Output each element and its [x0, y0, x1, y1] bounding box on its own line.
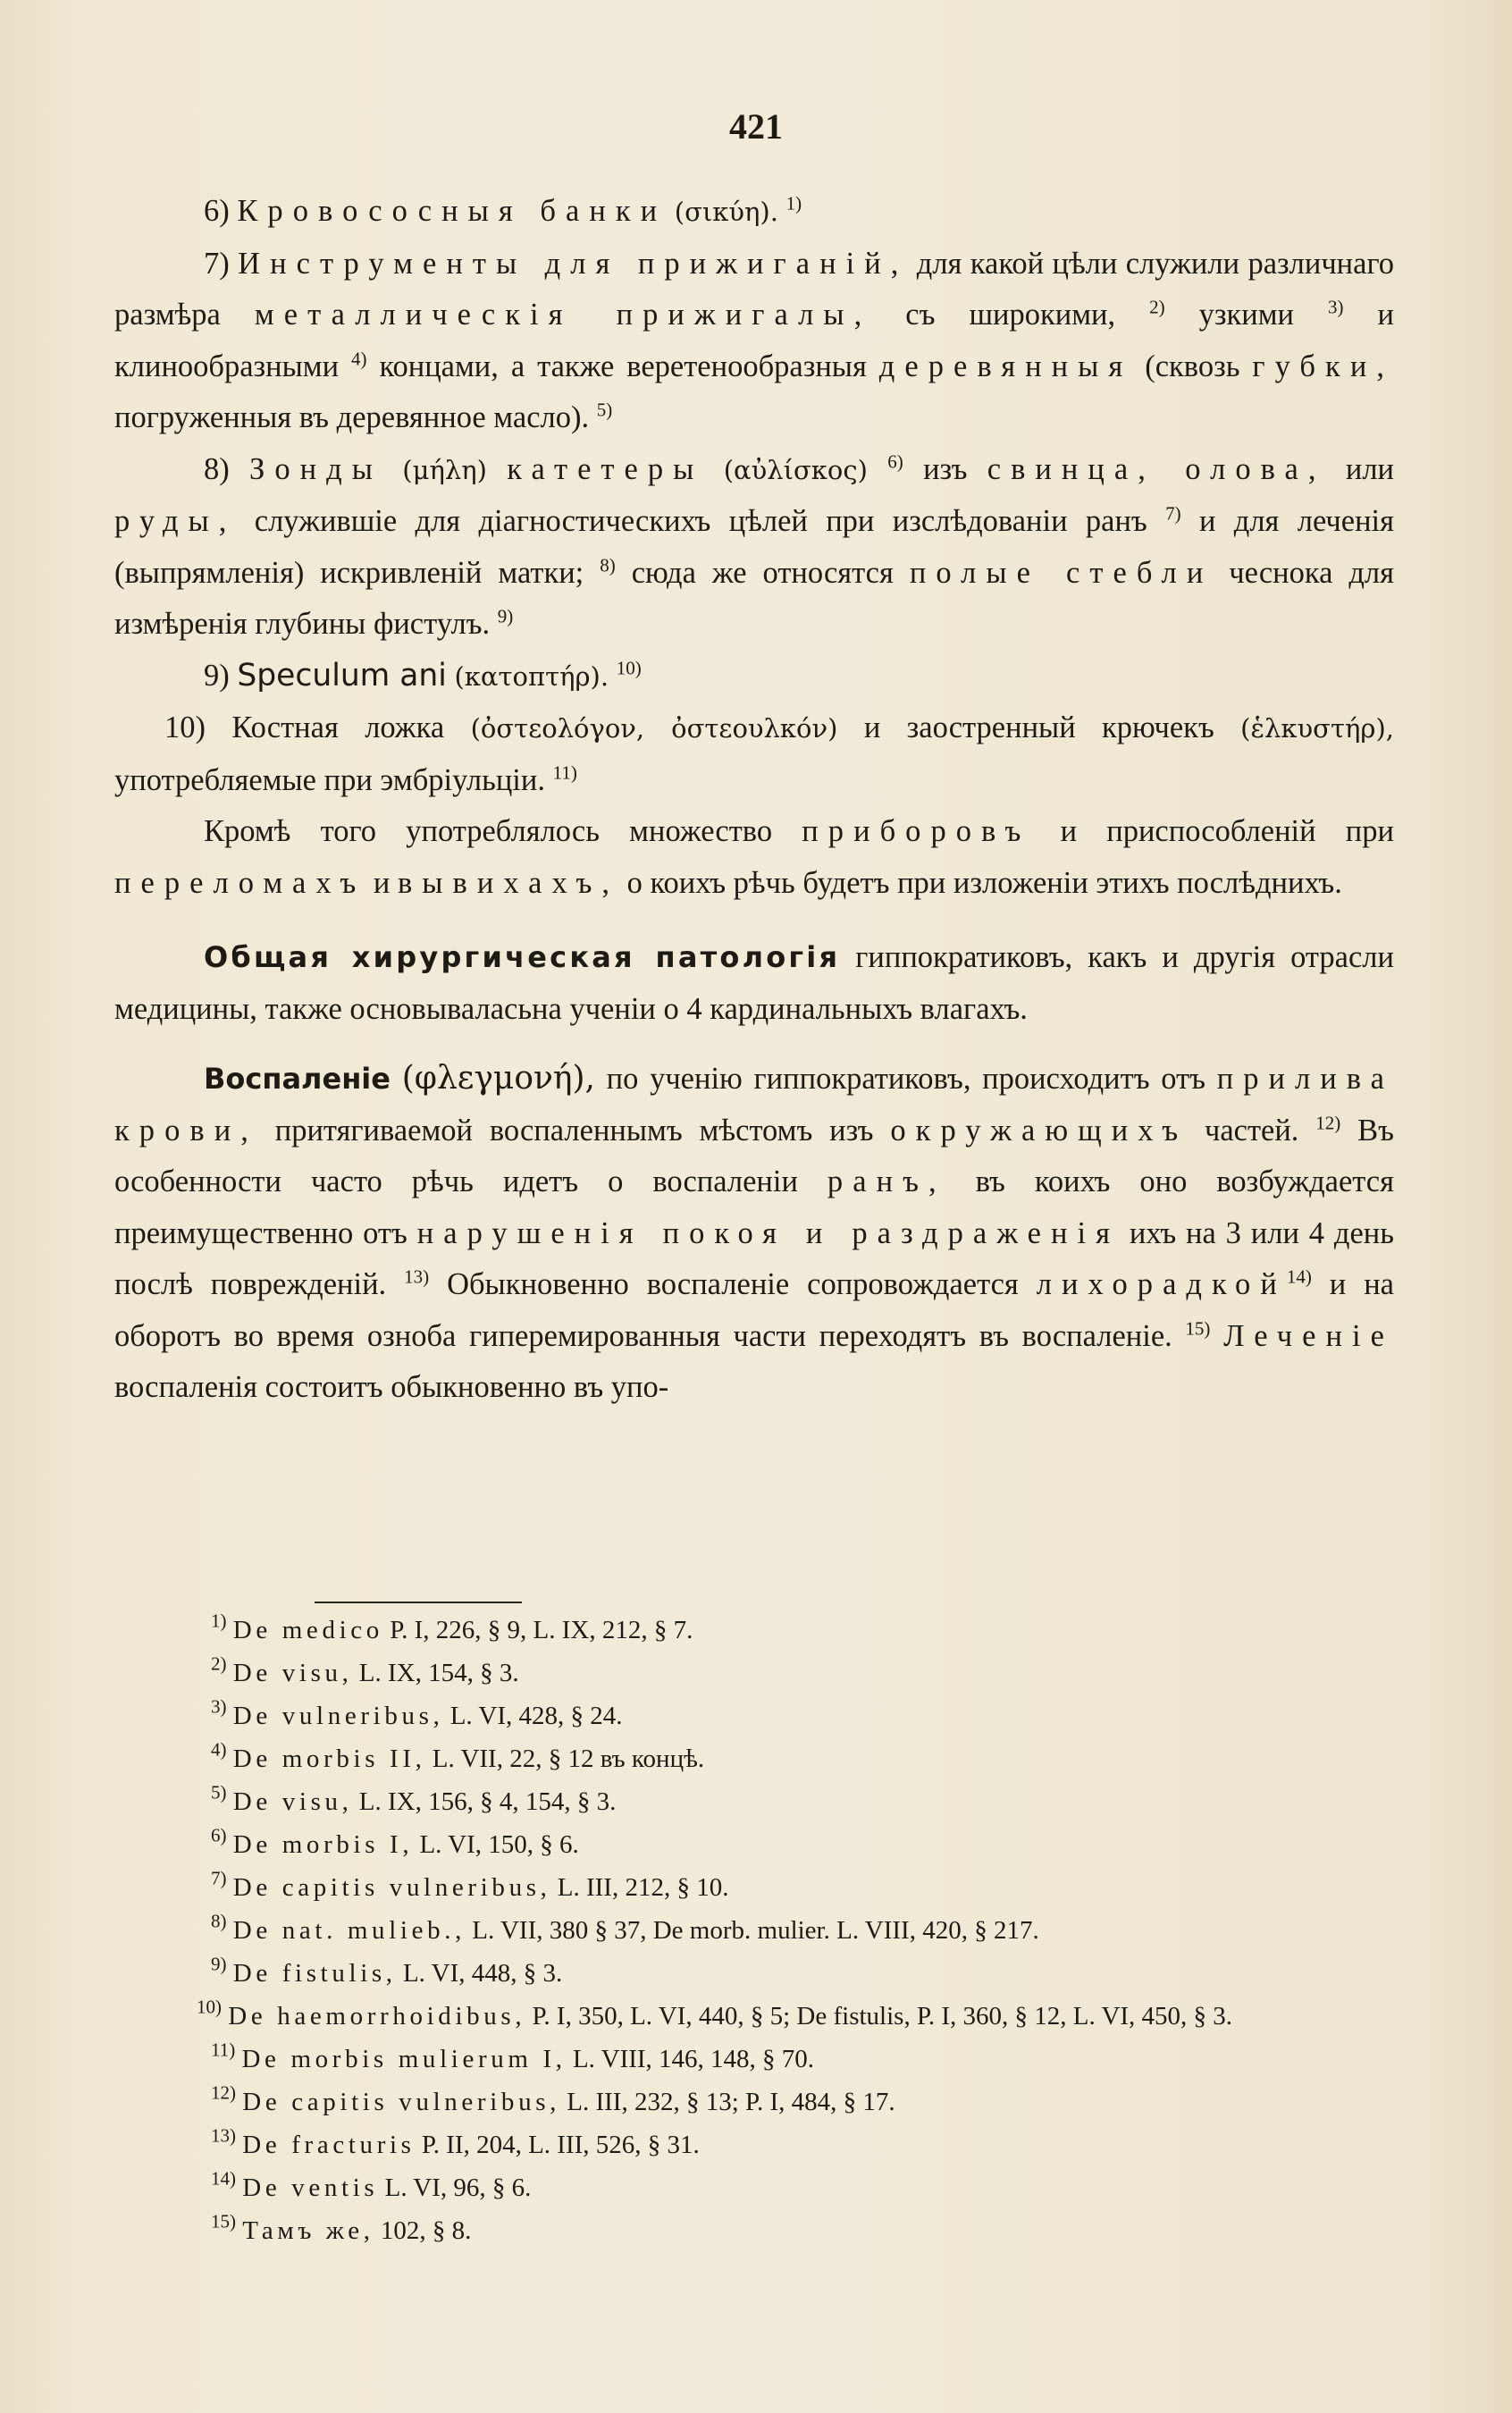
list-item-8 — [114, 444, 1394, 651]
footnote-ref-text: L. VI, 448, § 3. — [396, 1959, 563, 1988]
term: приборовъ — [802, 814, 1031, 848]
footnote-title: De haemorrhoidibus, — [228, 2002, 526, 2030]
footnote-mark: 7) — [211, 1867, 227, 1889]
text-run: и заостренный крючекъ — [837, 710, 1241, 744]
pathology-paragraph — [114, 932, 1394, 1035]
footnote-title: De morbis I, — [232, 1830, 414, 1859]
term: Зонды — [249, 451, 382, 486]
footnote-ref-text: P. II, 204, L. III, 526, § 31. — [415, 2131, 700, 2159]
item-number: 8) — [204, 451, 250, 486]
list-item-7 — [114, 239, 1394, 444]
footnote-mark: 3) — [211, 1695, 227, 1718]
footnote-mark: 13) — [211, 2124, 236, 2147]
term: руды, — [114, 504, 237, 538]
term: деревянныя — [878, 349, 1133, 383]
footnote-ref: 14) — [1286, 1265, 1312, 1288]
footnote-mark: 2) — [211, 1652, 227, 1675]
footnote-title: De vulneribus, — [232, 1702, 444, 1730]
footnote — [114, 1952, 1394, 1995]
item-number: 7) — [204, 246, 239, 281]
footnote-title: De ventis — [242, 2173, 379, 2202]
text-run: Обыкновенно воспаленіе сопровождается — [429, 1267, 1037, 1301]
footnote-ref-text: L. VI, 96, § 6. — [378, 2173, 532, 2202]
text-run: ихъ на 3 или 4 день послѣ поврежденій. — [114, 1215, 1394, 1301]
greek-term: (αὐλίσκος) — [723, 454, 868, 485]
text-run: о коихъ рѣчь будетъ при изложеніи этихъ послѣднихъ. — [619, 865, 1342, 900]
term: Speculum ani — [237, 657, 447, 694]
text-run: въ коихъ оно возбуждается преимущественно отъ — [114, 1164, 1394, 1250]
footnote-title: De morbis II, — [232, 1745, 426, 1773]
footnote-mark: 5) — [211, 1781, 227, 1803]
footnote — [114, 2166, 1394, 2209]
greek-term: (ὀστεολόγον, ὀστεουλκόν) — [470, 713, 838, 744]
closing-paragraph — [114, 806, 1394, 909]
footnote-ref: 12) — [1315, 1111, 1341, 1133]
text-run: или — [1325, 451, 1395, 486]
footnote-ref-text: L. III, 212, § 10. — [550, 1873, 729, 1902]
footnote — [114, 2038, 1394, 2081]
footnote-divider — [315, 1602, 522, 1603]
text-run: чеснока для измѣренія глубины фистулъ. — [114, 555, 1395, 641]
term: окружающихъ — [890, 1113, 1189, 1148]
footnote-ref: 6) — [887, 450, 903, 472]
footnote-ref-text: L. VI, 428, § 24. — [443, 1702, 623, 1730]
term: Леченіе — [1223, 1318, 1395, 1353]
greek-term: (σικύη). — [674, 197, 778, 227]
footnote-ref-text: L. IX, 156, § 4, 154, § 3. — [352, 1787, 617, 1816]
footnote — [114, 2081, 1394, 2123]
greek-term: (ἑλκυστήρ), — [1240, 713, 1394, 744]
footnote-mark: 6) — [211, 1824, 227, 1846]
inflammation-paragraph — [114, 1053, 1394, 1414]
footnote-title: De medico — [232, 1616, 383, 1644]
text-run: погруженныя въ деревянное масло). — [114, 400, 597, 434]
footnote-title: De capitis vulneribus, — [242, 2088, 561, 2116]
footnote-ref-text: P. I, 350, L. VI, 440, § 5; De fistulis, P. I, 360, § 12, L. VI, 450, § 3. — [525, 2002, 1233, 2030]
term: полые стебли — [909, 555, 1214, 590]
footnote-title: De morbis mulierum I, — [241, 2045, 567, 2073]
text-run: частей. — [1188, 1113, 1316, 1148]
text-run: и на оборотъ во время озноба гиперемированныя части переходятъ въ воспаленіе. — [114, 1267, 1394, 1353]
footnote — [114, 1609, 1394, 1652]
text-run: служившіе для діагностическихъ цѣлей при изслѣдованіи ранъ — [236, 504, 1166, 538]
footnote-mark: 9) — [211, 1953, 227, 1975]
page-number: 421 — [729, 106, 783, 147]
text-run: притягиваемой воспаленнымъ мѣстомъ изъ — [257, 1113, 891, 1148]
text-run: (сквозь — [1132, 349, 1253, 383]
term: лихорадкой — [1036, 1267, 1287, 1301]
footnote-ref: 13) — [404, 1265, 430, 1288]
footnote-title: De fracturis — [242, 2131, 416, 2159]
greek-term: (φλεγμονή), — [401, 1060, 595, 1097]
section-heading: Общая хирургическая патологія — [204, 940, 841, 974]
text-run: съ широкими, — [871, 298, 1150, 332]
footnote-ref: 4) — [351, 347, 367, 369]
section-heading: Воспаленіе — [204, 1062, 391, 1096]
footnote-mark: 4) — [211, 1738, 227, 1761]
term: свинца, олова, — [987, 451, 1326, 486]
footnote-ref: 9) — [497, 605, 514, 627]
greek-term: (κατοπτήρ). — [454, 660, 609, 692]
footnote — [114, 1909, 1394, 1952]
footnote-mark: 12) — [211, 2081, 236, 2104]
footnotes — [114, 1609, 1394, 2252]
text-run: употребляемые при эмбріульціи. — [114, 762, 553, 797]
footnote — [114, 2209, 1394, 2252]
text-run: и приспособленій при — [1030, 814, 1394, 848]
footnote-mark: 14) — [211, 2167, 236, 2190]
term: переломахъ — [114, 865, 366, 900]
footnote-ref-text: L. VIII, 146, 148, § 70. — [566, 2045, 815, 2073]
text-run: и для леченія (выпрямленія) искривленій матки; — [114, 504, 1394, 590]
text-run: и клинообразными — [114, 298, 1394, 383]
text-run: Въ особенности часто рѣчь идетъ о воспаленіи — [114, 1113, 1394, 1198]
footnote-ref: 1) — [785, 192, 802, 214]
term: губки, — [1252, 349, 1394, 383]
footnote-ref-text: L. VII, 380 § 37, De morb. mulier. L. VIII, 420, § 217. — [466, 1916, 1039, 1945]
footnote-mark: 15) — [211, 2210, 236, 2232]
footnote-ref-text: L. III, 232, § 13; P. I, 484, § 17. — [560, 2088, 895, 2116]
footnote-mark: 11) — [211, 2039, 236, 2061]
footnote-ref: 8) — [600, 553, 616, 576]
text-run: по ученію гиппократиковъ, происходитъ отъ — [594, 1062, 1217, 1096]
text-run: Костная ложка — [231, 710, 471, 744]
text-run: и — [365, 865, 398, 900]
footnote — [114, 1780, 1394, 1823]
footnote — [114, 1823, 1394, 1866]
footnote — [114, 1694, 1394, 1737]
footnote — [114, 1995, 1394, 2038]
footnote — [114, 1866, 1394, 1909]
term: Инструменты для прижиганій, — [238, 246, 909, 281]
term: вывихахъ, — [397, 865, 620, 900]
footnote-title: De nat. mulieb., — [232, 1916, 466, 1945]
text-run: гиппократиковъ, какъ и другія отрасли медицины, также основываласьна ученіи о 4 кардинальныхъ влагахъ. — [114, 940, 1394, 1026]
footnote-mark: 10) — [197, 1996, 222, 2018]
list-item-6 — [114, 186, 1394, 239]
footnote — [114, 2123, 1394, 2166]
footnote-ref-text: L. IX, 154, § 3. — [352, 1659, 519, 1687]
footnote-ref-text: P. I, 226, § 9, L. IX, 212, § 7. — [382, 1616, 693, 1644]
text-run: изъ — [903, 451, 987, 486]
footnote-title: De visu, — [232, 1659, 353, 1687]
footnote-title: De fistulis, — [232, 1959, 397, 1988]
text-run: Кромѣ того употреблялось множество — [204, 814, 802, 848]
footnote-ref: 2) — [1149, 296, 1165, 318]
text-run: узкими — [1164, 298, 1329, 332]
footnote — [114, 1652, 1394, 1694]
list-item-9 — [114, 651, 1394, 703]
item-number: 10) — [164, 710, 232, 744]
footnote-mark: 8) — [211, 1910, 227, 1932]
term: катетеры — [507, 451, 704, 486]
footnote-title: De visu, — [232, 1787, 353, 1816]
footnote-ref: 5) — [596, 399, 613, 421]
footnote-ref: 10) — [616, 656, 642, 678]
term: прилива крови, — [114, 1062, 1395, 1148]
text-run — [1210, 1319, 1223, 1353]
term: Кровососныя банки — [237, 194, 668, 228]
footnote-ref-text: 102, § 8. — [374, 2216, 472, 2245]
main-text — [114, 186, 1394, 1414]
footnote-ref: 11) — [552, 761, 577, 783]
footnote-ref-text: L. VI, 150, § 6. — [413, 1830, 579, 1859]
footnote — [114, 1737, 1394, 1780]
footnote-ref: 3) — [1328, 296, 1344, 318]
text-run: для какой цѣли служили различнаго размѣра — [114, 246, 1394, 332]
footnote-mark: 1) — [211, 1610, 227, 1632]
text-run: концами, а также веретенообразныя — [366, 349, 879, 383]
footnote-title: De capitis vulneribus, — [232, 1873, 551, 1902]
list-item-10 — [114, 702, 1394, 806]
item-number: 9) — [204, 658, 238, 693]
footnote-ref-text: L. VII, 22, § 12 въ концѣ. — [425, 1745, 705, 1773]
item-number: 6) — [204, 194, 238, 228]
footnote-ref: 15) — [1185, 1316, 1211, 1339]
footnote-ref: 7) — [1165, 502, 1181, 525]
greek-term: (μήλη) — [402, 454, 487, 485]
footnote-title: Тамъ же, — [242, 2216, 374, 2245]
term: металлическія прижигалы, — [254, 298, 872, 332]
term: ранъ, — [827, 1164, 946, 1198]
text-run: сюда же относятся — [615, 555, 910, 590]
term: нарушенія покоя и раздраженія — [416, 1215, 1121, 1250]
text-run: воспаленія состоитъ обыкновенно въ упо- — [114, 1370, 669, 1404]
